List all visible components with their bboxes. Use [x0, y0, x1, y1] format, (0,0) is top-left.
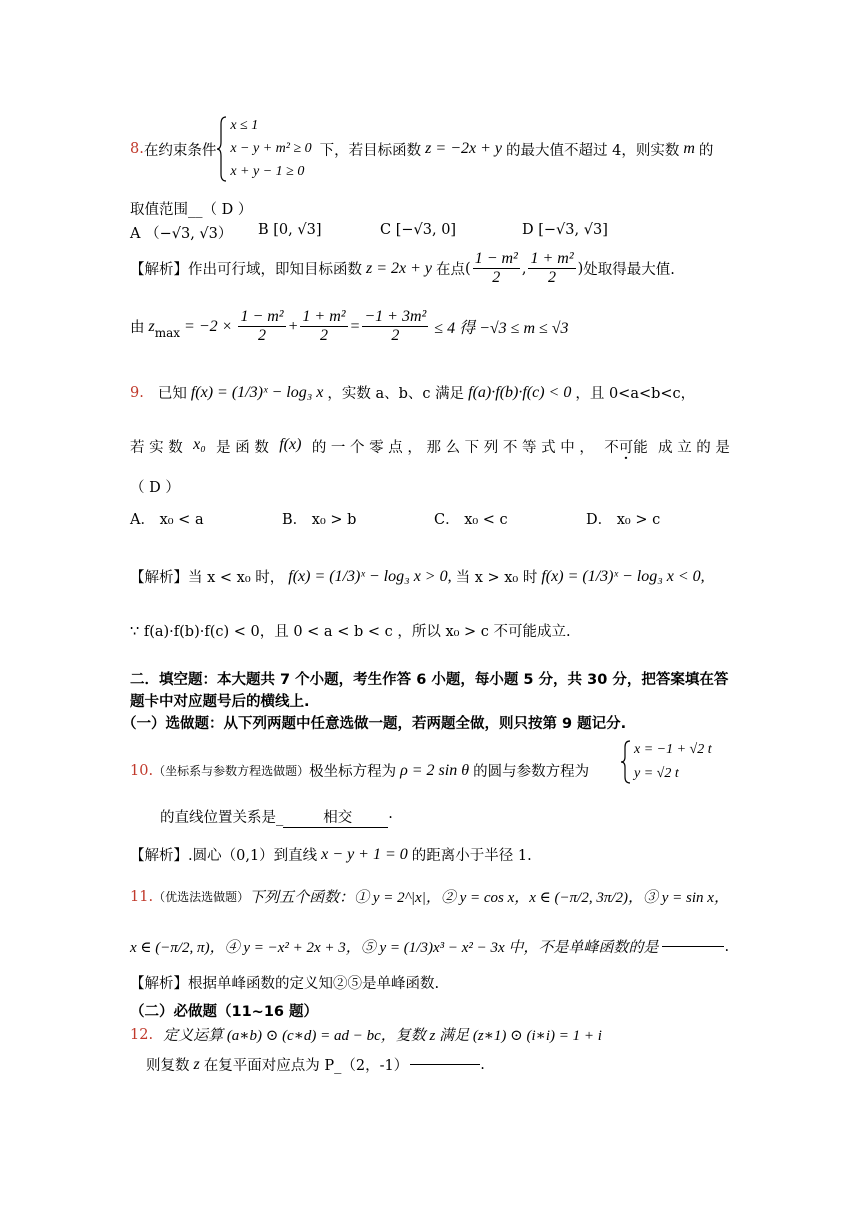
q8-options: [130, 222, 730, 243]
q10-text2: 的圆与参数方程为: [473, 764, 590, 780]
q8-range-line: 取值范围__（ D ）: [130, 202, 253, 218]
q8-analysis: 【解析】 作出可行域，即知目标函数 z = 2x + y 在点 ( $\frac{\text{1 − m²}}{2}$ , $\frac{\text{1 + m²}}{2}$ ) 处取得最大值.: [130, 250, 675, 286]
q8-derive-result: ≤ 4 得 −√3 ≤ m ≤ √3: [434, 320, 569, 337]
q8-point-x: $\frac{\text{1 − m²}}{2}$: [474, 250, 518, 286]
q8-suffix: 的最大值不超过 4，则实数: [506, 142, 680, 159]
q12-stem-line1: [130, 1024, 602, 1045]
q10-answer-blank: 相交: [283, 806, 358, 828]
q11-text2: x ∈ (−π/2, π)，④ y = −x² + 2x + 3，⑤ y = (1/3)x³ − x² − 3x 中，不是单峰函数的是: [130, 940, 659, 956]
q10-param-y: y = √2 t: [634, 766, 679, 781]
q9-function: f(x) = (1/3)ˣ − log₃ x: [190, 383, 324, 401]
q8-derive-eq2: =: [349, 317, 361, 335]
q8-end: 的: [698, 142, 714, 159]
q9-x0: x₀: [193, 436, 206, 453]
q9-option-c: C． x₀ < c: [434, 512, 508, 528]
q9-line2-a: 若 实 数: [130, 440, 183, 456]
section2-sub2: （二）必做题（11~16 题）: [130, 1004, 319, 1020]
q10-line2: [160, 806, 393, 828]
q8-point-y: $\frac{\text{1 + m²}}{2}$: [530, 250, 574, 286]
q10-analysis-end: 的距离小于半径 1.: [411, 848, 532, 864]
q8-option-a: A （−√3, √3）: [130, 226, 233, 242]
q12-text2-b: 在复平面对应点为 P_（2，-1）: [203, 1058, 409, 1074]
q10-blank-tail: [358, 806, 388, 828]
q8-zmax: z: [148, 317, 155, 335]
q9-analysis-1-formula: f(x) = (1/3)ˣ − log₃ x > 0,: [288, 567, 452, 585]
q8-constraint-2: x − y + m² ≥ 0: [230, 141, 312, 156]
left-brace-icon: [620, 740, 632, 784]
q8-constraint-system: [216, 116, 311, 182]
q12-text2-end: .: [480, 1056, 485, 1073]
q11-stem-line1: [130, 886, 729, 907]
q9-number: 9.: [130, 384, 144, 401]
q8-derive-frac-1: $\frac{\text{1 − m²}}{2}$: [240, 308, 284, 344]
q8-stem: [130, 116, 713, 182]
q8-middle: 下，若目标函数: [319, 142, 422, 159]
q9-text-a: 已知: [157, 386, 187, 402]
q8-constraint-1: x ≤ 1: [230, 118, 259, 133]
q8-option-c: C [−√3, 0]: [380, 222, 457, 238]
q10-text1: 极坐标方程为: [309, 764, 397, 780]
q9-analysis-line1: [130, 566, 705, 587]
q9-analysis-2: 当 x > x₀ 时: [455, 570, 538, 586]
q10-line-equation: x − y + 1 = 0: [321, 845, 408, 863]
q8-derive-prefix: 由: [130, 320, 145, 336]
q9-answer: （ D ）: [130, 480, 180, 496]
q11-number: 11.: [130, 888, 154, 905]
q9-options: [130, 508, 730, 529]
q10-stem: [130, 760, 589, 781]
q8-option-d: D [−√3, √3]: [522, 222, 608, 238]
q9-option-d: D． x₀ > c: [586, 512, 661, 528]
q12-answer-blank: [410, 1064, 480, 1065]
section2-sub1: （一）选做题：从下列两题中任意选做一题，若两题全做，则只按第 9 题记分.: [122, 716, 627, 732]
q11-tag: （优选法选做题）: [153, 890, 250, 904]
analysis-label: 【解析】: [130, 262, 188, 278]
q8-derive-frac-3: $\frac{\text{−1 + 3m²}}{2}$: [364, 308, 427, 344]
q9-emphasis: 不可能: [604, 440, 648, 456]
q9-text-b: ，实数 a、b、c 满足: [327, 386, 465, 402]
q11-text2-end: .: [724, 938, 730, 955]
analysis-label: 【解析】: [130, 848, 188, 864]
q11-analysis-text: 根据单峰函数的定义知②⑤是单峰函数.: [188, 976, 440, 992]
q12-text2-a: 则复数: [146, 1058, 190, 1074]
q10-tag: （坐标系与参数方程选做题）: [153, 764, 310, 778]
q11-stem-line2: [130, 936, 729, 957]
q9-analysis-2-formula: f(x) = (1/3)ˣ − log₃ x < 0,: [541, 567, 705, 585]
left-brace-icon: [216, 116, 228, 182]
q9-analysis-1: 当 x < x₀ 时，: [188, 570, 285, 586]
q10-analysis-text: .圆心（0,1）到直线: [188, 848, 318, 864]
q8-objective: z = −2x + y: [425, 140, 502, 157]
q11-text1: 下列五个函数：① y = 2^|x|，② y = cos x，x ∈ (−π/2, 3π/2)，③ y = sin x，: [249, 890, 729, 906]
q10-line2-end: .: [388, 806, 393, 822]
q9-stem-line1: [130, 382, 695, 403]
q12-z: z: [193, 1055, 200, 1073]
q11-analysis: [130, 972, 439, 993]
q9-option-a: A． x₀ < a: [130, 512, 204, 528]
q8-zmax-sub: max: [154, 325, 181, 340]
q12-number: 12.: [130, 1026, 154, 1043]
analysis-label: 【解析】: [130, 976, 188, 992]
q8-option-b: B [0, √3]: [258, 222, 322, 238]
q8-constraint-3: x + y − 1 ≥ 0: [230, 164, 305, 179]
q12-text1: 定义运算 (a∗b) ⊙ (c∗d) = ad − bc，复数 z 满足 (z∗1) ⊙ (i∗i) = 1 + i: [163, 1028, 602, 1044]
q8-derive-frac-2: $\frac{\text{1 + m²}}{2}$: [302, 308, 346, 344]
q10-param-system: [620, 740, 712, 784]
q9-fx: f(x): [279, 436, 302, 453]
q8-derive-plus: +: [287, 317, 299, 335]
q9-stem-line2: [130, 436, 730, 457]
q9-option-b: B． x₀ > b: [282, 512, 357, 528]
q9-text-c: ，且 0<a<b<c，: [575, 386, 696, 402]
q10-polar: ρ = 2 sin θ: [400, 761, 470, 779]
section2-title-2: 题卡中对应题号后的横线上.: [130, 694, 310, 710]
analysis-label: 【解析】: [130, 570, 188, 586]
q12-stem-line2: [146, 1054, 485, 1075]
q10-line2-a: 的直线位置关系是_: [160, 810, 284, 826]
q10-param-x: x = −1 + √2 t: [634, 742, 712, 757]
q9-analysis-line3: ∵ f(a)·f(b)·f(c) < 0，且 0 < a < b < c ，所以 x₀ > c 不可能成立.: [130, 624, 571, 640]
q8-analysis-at: 在点: [436, 262, 466, 278]
q8-var: m: [683, 140, 695, 157]
q10-number: 10.: [130, 762, 154, 779]
q11-answer-blank: [662, 946, 724, 947]
q8-prefix: 在约束条件: [143, 142, 217, 159]
q8-number: 8.: [130, 141, 144, 157]
section2-title-1: 二．填空题：本大题共 7 个小题，考生作答 6 小题，每小题 5 分，共 30 分，把答案填在答: [130, 672, 729, 688]
q8-derive-eq: = −2 ×: [184, 317, 233, 335]
q8-derivation: [130, 308, 569, 345]
q8-analysis-text: 作出可行域，即知目标函数: [188, 262, 362, 278]
q10-analysis: [130, 844, 532, 865]
q8-analysis-objective: z = 2x + y: [366, 259, 433, 277]
q9-line2-d: 成 立 的 是: [658, 440, 730, 456]
q9-condition: f(a)·f(b)·f(c) < 0: [468, 383, 572, 401]
q9-line2-b: 是 函 数: [216, 440, 269, 456]
q8-analysis-end: 处取得最大值.: [583, 262, 675, 278]
q9-line2-c: 的 一 个 零 点 ， 那 么 下 列 不 等 式 中 ，: [311, 440, 594, 456]
